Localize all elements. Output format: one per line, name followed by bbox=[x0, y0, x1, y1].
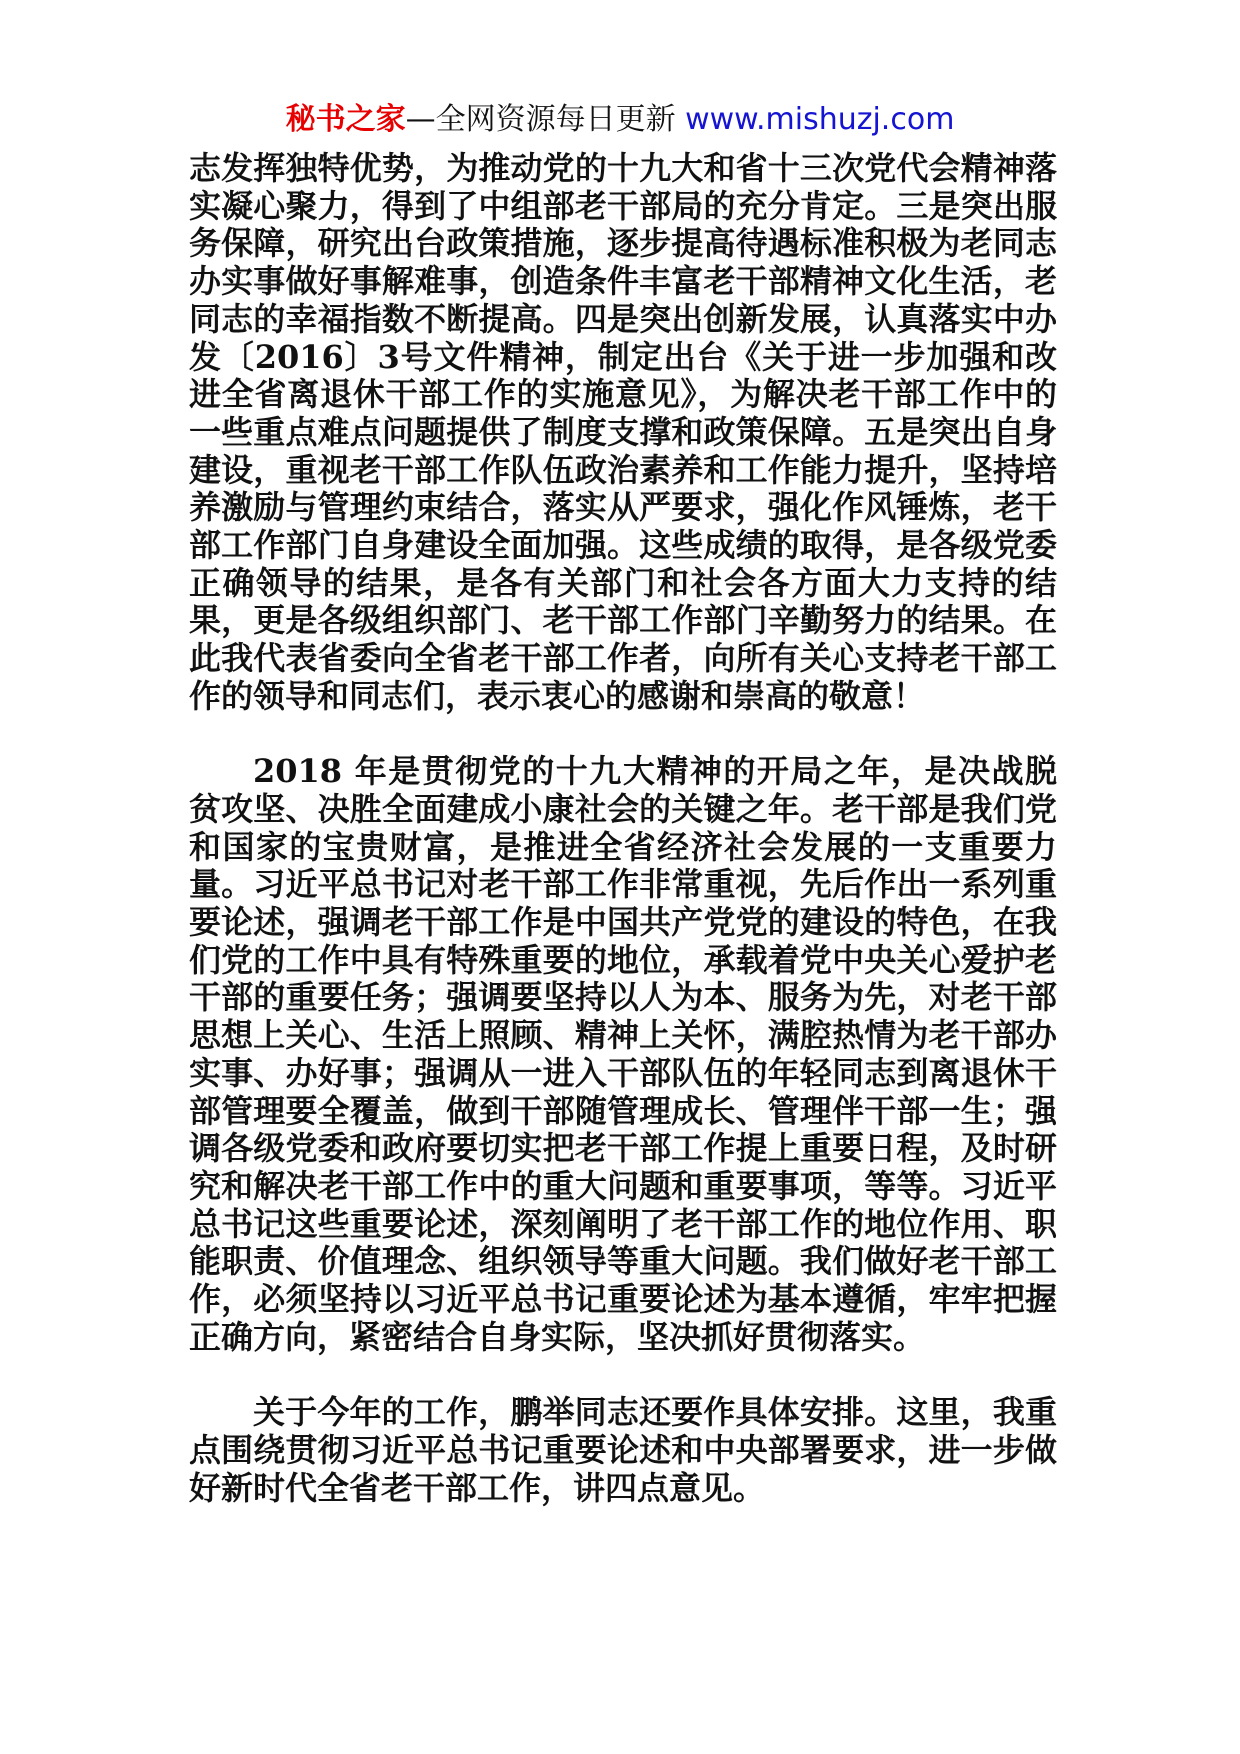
paragraph-continued: 志发挥独特优势，为推动党的十九大和省十三次党代会精神落实凝心聚力，得到了中组部老干部局的充分肯定。三是突出服务保障，研究出台政策措施，逐步提高待遇标准积极为老同志办实事做好事解难事，创造条件丰富老干部精神文化生活，老同志的幸福指数不断提高。四是突出创新发展，认真落实中办发〔2016〕3号文件精神，制定出台《关于进一步加强和改进全省离退休干部工作的实施意见》，为解决老干部工作中的一些重点难点问题提供了制度支撑和政策保障。五是突出自身建设，重视老干部工作队伍政治素养和工作能力提升，坚持培养激励与管理约束结合，落实从严要求，强化作风锤炼，老干部工作部门自身建设全面加强。这些成绩的取得，是各级党委正确领导的结果，是各有关部门和社会各方面大力支持的结果，更是各级组织部门、老干部工作部门辛勤努力的结果。在此我代表省委向全省老干部工作者，向所有关心支持老干部工作的领导和同志们，表示衷心的感谢和崇高的敬意！ bbox=[189, 149, 1057, 715]
header-tagline: —全网资源每日更新 bbox=[405, 102, 676, 137]
paragraph-2018: 2018 年是贯彻党的十九大精神的开局之年，是决战脱贫攻坚、决胜全面建成小康社会的关键之年。老干部是我们党和国家的宝贵财富，是推进全省经济社会发展的一支重要力量。习近平总书记对老干部工作非常重视，先后作出一系列重要论述，强调老干部工作是中国共产党党的建设的特色，在我们党的工作中具有特殊重要的地位，承载着党中央关心爱护老干部的重要任务；强调要坚持以人为本、服务为先，对老干部思想上关心、生活上照顾、精神上关怀，满腔热情为老干部办实事、办好事；强调从一进入干部队伍的年轻同志到离退休干部管理要全覆盖，做到干部随管理成长、管理伴干部一生；强调各级党委和政府要切实把老干部工作提上重要日程，及时研究和解决老干部工作中的重大问题和重要事项，等等。习近平总书记这些重要论述，深刻阐明了老干部工作的地位作用、职能职责、价值理念、组织领导等重大问题。我们做好老干部工作，必须坚持以习近平总书记重要论述为基本遵循，牢牢把握正确方向，紧密结合自身实际，坚决抓好贯彻落实。 bbox=[189, 752, 1057, 1356]
brand-name: 秘书之家 bbox=[285, 102, 406, 137]
page-header bbox=[0, 100, 1240, 140]
header-url[interactable]: www.mishuzj.com bbox=[675, 102, 955, 137]
document-body bbox=[189, 150, 1057, 1507]
paragraph-this-year-work: 关于今年的工作，鹏举同志还要作具体安排。这里，我重点围绕贯彻习近平总书记重要论述和中央部署要求，进一步做好新时代全省老干部工作，讲四点意见。 bbox=[189, 1393, 1057, 1507]
